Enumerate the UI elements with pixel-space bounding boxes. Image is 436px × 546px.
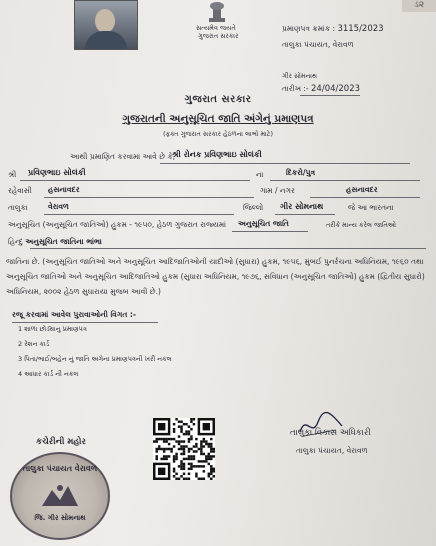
village-label: ગામ / નગર xyxy=(260,186,295,195)
shri-label: શ્રી xyxy=(8,170,17,179)
applicant-photo xyxy=(74,0,138,50)
corner-text: ડ૨ xyxy=(402,0,436,12)
emblem-caption: સત્યમેવ જયતે xyxy=(196,24,236,32)
place-label: ગીર સોમનાથ xyxy=(282,72,317,80)
documents-heading: રજૂ કરવામાં આવેલ પુરાવાઓની વિગત :- xyxy=(12,310,137,319)
caste-prefix: હિન્દુ xyxy=(8,237,23,246)
cert-no: 3115/2023 xyxy=(337,24,384,34)
officer-office: તાલુકા પંચાયત, વેરાવળ xyxy=(296,446,368,455)
taluka-label: તાલુકા xyxy=(8,203,28,212)
parent-name: પ્રવિણભાઇ સોલંકી xyxy=(28,168,86,177)
residence-label: રહેવાસી xyxy=(8,186,32,195)
date-label: તારીખ :- xyxy=(282,84,309,93)
seal-bottom-text: જિ. ગીર સોમનાથ xyxy=(34,514,86,522)
certificate-subtitle: (ફક્ત ગુજરાત સરકાર હેઠળના લાભો માટે) xyxy=(163,130,273,138)
document-item: 1 શાળા છોડ્યાનુ પ્રમાણપત્ર xyxy=(18,325,87,333)
cert-no-label: પ્રમાણપત્ર ક્રમાંક : xyxy=(282,24,336,33)
state-label: જે આ ભારતના xyxy=(348,203,394,212)
document-item: 4 આધાર કાર્ડ ની નકલ xyxy=(18,370,79,378)
document-item: 2 રેશન કાર્ડ xyxy=(18,340,50,348)
certify-label: આથી પ્રમાણિત કરવામાં આવે છે કે, xyxy=(70,152,176,161)
relation-value: દિકરો/પુત્ર xyxy=(286,168,316,177)
caste-value: અનુસૂચિત જાતિના ભાંભા xyxy=(25,237,102,246)
officer-title: તાલુકા વિકાસ અધિકારી xyxy=(290,428,371,438)
office-seal-label: કચેરીની મહોર xyxy=(36,437,86,447)
certificate-title: ગુજરાતની અનુસૂચિત જાતિ અંગેનું પ્રમાણપત્ર xyxy=(122,113,314,125)
district-label: જિલ્લો xyxy=(243,203,264,212)
taluka-value: વેરાવળ xyxy=(48,202,69,211)
seal-emblem-icon xyxy=(40,482,80,508)
village-value: હસનાવદર xyxy=(346,185,378,194)
verification-qr-code xyxy=(153,418,215,480)
recognized-text: તરીકે માન્ય કરેલ જાતિઓ xyxy=(326,221,397,229)
gov-title: ગુજરાત સરકાર xyxy=(184,94,252,105)
sc-label: અનુસૂચિત જાતિ xyxy=(238,219,289,228)
office-seal xyxy=(10,452,110,540)
body-paragraph: જાતિના છે. (અનુસૂચિત જાતિઓ અને અનુસૂચિત આદિજાતિઓની યાદીઓ (સુધારા) હુકમ, ૧૯૫૬, મુંબઈ પુનર્રચના અધિનિયમ, ૧૯૬૦ તથા અનુસૂચિત જાતિઓ અને અનુસૂચિત આદિજાતિઓ હુકમ (સુધારા અધિનિયમ, ૧૯૭૬, સંવિધાન (અનુસૂચિત જાતિઓ) હુકમ (દ્વિતીય સુધારો) અધિનિયમ, ૨૦૦૨ હેઠળ સુધારાયા મુજબ આવી છે.) xyxy=(6,257,425,296)
relation-label: ના xyxy=(256,170,264,179)
residence-value: હસનાવદર xyxy=(48,185,80,194)
order-text: અનુસૂચિત (અનુસૂચિત જાતિઓ) હુકમ - ૧૯૫૦, હેઠળ ગુજરાત રાજ્યમાં xyxy=(8,220,227,229)
applicant-name: શ્રી રોનક પ્રવિણભાઇ સોલંકી xyxy=(172,150,262,159)
emblem-subcaption: ગુજરાત સરકાર xyxy=(198,32,239,40)
date-value: 24/04/2023 xyxy=(311,84,361,94)
district-value: ગીર સોમનાથ xyxy=(280,202,324,211)
document-item: 3 પિતા/ભાઈ/બહેન નું જાતિ અંગેના પ્રમાણપત્રની ખરી નકલ xyxy=(18,355,172,363)
issuer-line: તાલુકા પંચાયત, વેરાવળ xyxy=(282,40,354,49)
seal-top-text: તાલુકા પંચાયત વેરાવળ xyxy=(22,464,98,473)
